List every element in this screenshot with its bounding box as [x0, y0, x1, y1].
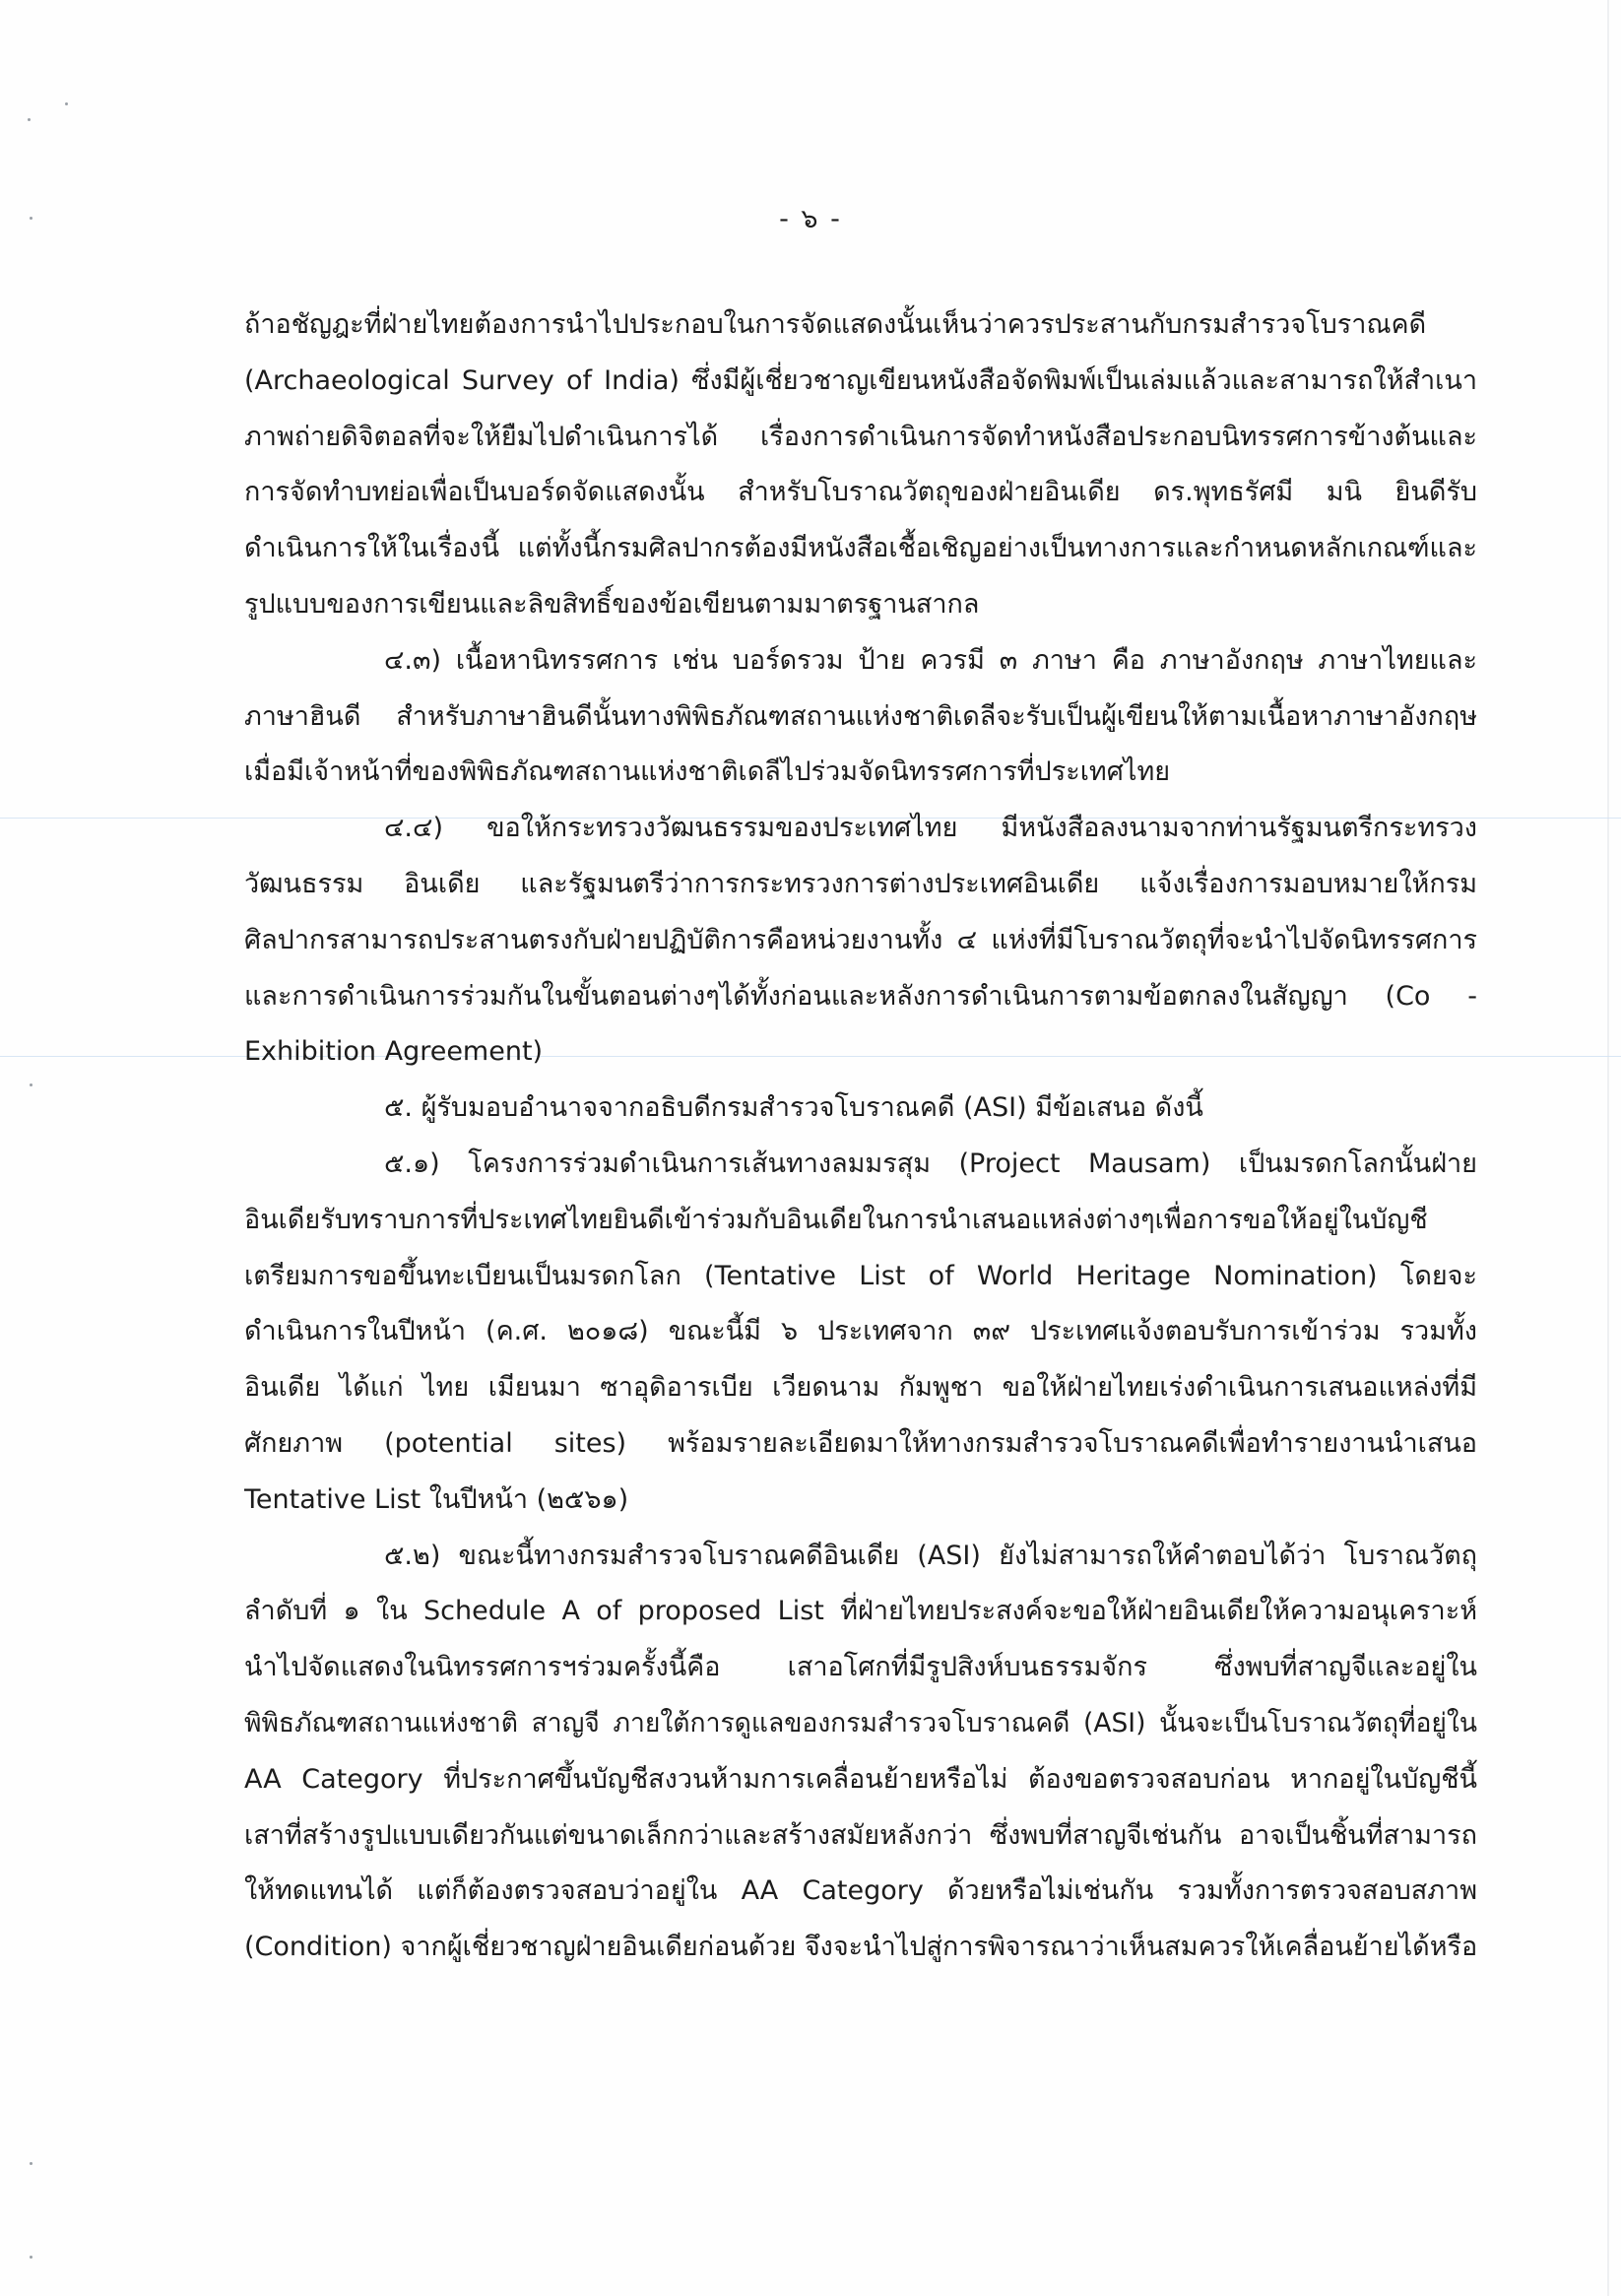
text-line: ภาษาฮินดี สำหรับภาษาฮินดีนั้นทางพิพิธภัณฑสถานแห่งชาติเดลีจะรับเป็นผู้เขียนให้ตามเนื้อหาภาษาอังกฤษ [244, 700, 1477, 732]
text-line: การจัดทำบทย่อเพื่อเป็นบอร์ดจัดแสดงนั้น สำหรับโบราณวัตถุของฝ่ายอินเดีย ดร.พุทธรัศมี มนิ ยินดีรับ [244, 477, 1477, 508]
text-line: พิพิธภัณฑสถานแห่งชาติ สาญจี ภายใต้การดูแลของกรมสำรวจโบราณคดี (ASI) นั้นจะเป็นโบราณวัตถุที่อยู่ใน [244, 1707, 1477, 1738]
text-line: รูปแบบของการเขียนและลิขสิทธิ์ของข้อเขียนตามมาตรฐานสากล [244, 588, 980, 620]
text-line: Tentative List ในปีหน้า (๒๕๖๑) [244, 1483, 629, 1515]
text-line: ให้ทดแทนได้ แต่ก็ต้องตรวจสอบว่าอยู่ใน AA Category ด้วยหรือไม่เช่นกัน รวมทั้งการตรวจสอบสภาพ [244, 1875, 1477, 1907]
scan-edge [1607, 0, 1609, 2296]
text-line: วัฒนธรรม อินเดีย และรัฐมนตรีว่าการกระทรวงการต่างประเทศอินเดีย แจ้งเรื่องการมอบหมายให้กรม [244, 868, 1477, 899]
text-line: ๕.๑) โครงการร่วมดำเนินการเส้นทางลมมรสุม (Project Mausam) เป็นมรดกโลกนั้นฝ่าย [384, 1148, 1477, 1179]
text-line: ภาพถ่ายดิจิตอลที่จะให้ยืมไปดำเนินการได้ เรื่องการดำเนินการจัดทำหนังสือประกอบนิทรรศการข้างต้นและ [244, 421, 1477, 452]
text-line: (Archaeological Survey of India) ซึ่งมีผู้เชี่ยวชาญเขียนหนังสือจัดพิมพ์เป็นเล่มแล้วและสามารถให้สำเนา [244, 364, 1477, 396]
text-line: ดำเนินการให้ในเรื่องนี้ แต่ทั้งนี้กรมศิลปากรต้องมีหนังสือเชื้อเชิญอย่างเป็นทางการและกำหนดหลักเกณฑ์และ [244, 533, 1477, 564]
scan-speck [65, 102, 68, 105]
text-line: เมื่อมีเจ้าหน้าที่ของพิพิธภัณฑสถานแห่งชาติเดลีไปร่วมจัดนิทรรศการที่ประเทศไทย [244, 756, 1171, 788]
scan-speck [28, 118, 31, 121]
scan-speck [30, 2256, 32, 2259]
page-number: - ๖ - [779, 204, 842, 234]
text-line: ลำดับที่ ๑ ใน Schedule A of proposed List ที่ฝ่ายไทยประสงค์จะขอให้ฝ่ายอินเดียให้ความอนุเคราะห์ [244, 1596, 1477, 1627]
text-line: อินเดีย ได้แก่ ไทย เมียนมา ซาอุดิอารเบีย เวียดนาม กัมพูชา ขอให้ฝ่ายไทยเร่งดำเนินการเสนอแหล่งที่มี [244, 1372, 1477, 1404]
text-line: ดำเนินการในปีหน้า (ค.ศ. ๒๐๑๘) ขณะนี้มี ๖ ประเทศจาก ๓๙ ประเทศแจ้งตอบรับการเข้าร่วม รวมทั้ง [244, 1316, 1477, 1347]
text-line: เสาที่สร้างรูปแบบเดียวกันแต่ขนาดเล็กกว่าและสร้างสมัยหลังกว่า ซึ่งพบที่สาญจีเช่นกัน อาจเป็นชิ้นที่สามารถ [244, 1819, 1477, 1851]
text-line: AA Category ที่ประกาศขึ้นบัญชีสงวนห้ามการเคลื่อนย้ายหรือไม่ ต้องขอตรวจสอบก่อน หากอยู่ในบัญชีนี้ [244, 1763, 1477, 1795]
text-line: (Condition) จากผู้เชี่ยวชาญฝ่ายอินเดียก่อนด้วย จึงจะนำไปสู่การพิจารณาว่าเห็นสมควรให้เคลื่อนย้ายได้หรือ [244, 1932, 1477, 1963]
text-line: ศักยภาพ (potential sites) พร้อมรายละเอียดมาให้ทางกรมสำรวจโบราณคดีเพื่อทำรายงานนำเสนอ [244, 1427, 1477, 1459]
text-line: ๕.๒) ขณะนี้ทางกรมสำรวจโบราณคดีอินเดีย (ASI) ยังไม่สามารถให้คำตอบได้ว่า โบราณวัตถุ [384, 1540, 1477, 1571]
text-line: ถ้าอชัญฎะที่ฝ่ายไทยต้องการนำไปประกอบในการจัดแสดงนั้นเห็นว่าควรประสานกับกรมสำรวจโบราณคดี [244, 309, 1427, 340]
text-line: นำไปจัดแสดงในนิทรรศการฯร่วมครั้งนี้คือ เสาอโศกที่มีรูปสิงห์บนธรรมจักร ซึ่งพบที่สาญจีและอยู่ใน [244, 1652, 1477, 1683]
text-line: ๔.๔) ขอให้กระทรวงวัฒนธรรมของประเทศไทย มีหนังสือลงนามจากท่านรัฐมนตรีกระทรวง [384, 813, 1477, 844]
scan-speck [30, 1083, 32, 1086]
text-line: ศิลปากรสามารถประสานตรงกับฝ่ายปฏิบัติการคือหน่วยงานทั้ง ๔ แห่งที่มีโบราณวัตถุที่จะนำไปจัดนิทรรศการ [244, 924, 1477, 955]
text-line: Exhibition Agreement) [244, 1036, 544, 1068]
text-line: อินเดียรับทราบการที่ประเทศไทยยินดีเข้าร่วมกับอินเดียในการนำเสนอแหล่งต่างๆเพื่อการขอให้อยู่ในบัญชี [244, 1204, 1428, 1235]
text-line: เตรียมการขอขึ้นทะเบียนเป็นมรดกโลก (Tentative List of World Heritage Nomination) โดยจะ [244, 1260, 1477, 1291]
text-line: ๕. ผู้รับมอบอำนาจจากอธิบดีกรมสำรวจโบราณคดี (ASI) มีข้อเสนอ ดังนี้ [384, 1092, 1203, 1124]
scan-speck [30, 2162, 32, 2165]
text-line: และการดำเนินการร่วมกันในขั้นตอนต่างๆได้ทั้งก่อนและหลังการดำเนินการตามข้อตกลงในสัญญา (Co - [244, 980, 1477, 1012]
text-line: ๔.๓) เนื้อหานิทรรศการ เช่น บอร์ดรวม ป้าย ควรมี ๓ ภาษา คือ ภาษาอังกฤษ ภาษาไทยและ [384, 644, 1477, 676]
body-text [244, 297, 1477, 1976]
